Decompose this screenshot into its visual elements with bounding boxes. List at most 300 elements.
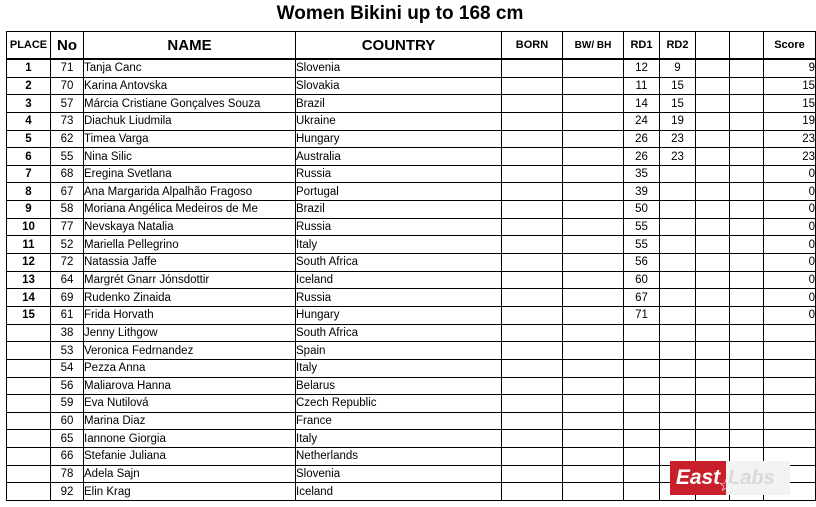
cell-rd1 [624,359,660,377]
cell-score [764,342,816,360]
cell-rd1 [624,324,660,342]
results-table [6,31,816,501]
cell-no: 67 [51,183,84,201]
cell-country: Spain [296,342,502,360]
cell-born [502,359,563,377]
cell-rd2 [660,377,696,395]
cell-rd1: 35 [624,165,660,183]
header-blank-2 [730,32,764,60]
cell-born [502,483,563,501]
cell-score: 0 [764,306,816,324]
cell-country: Iceland [296,271,502,289]
cell-born [502,77,563,95]
table-row [7,395,816,413]
cell-score [764,430,816,448]
cell-place: 13 [7,271,51,289]
cell-rd2: 15 [660,77,696,95]
cell-name: Marina Diaz [84,412,296,430]
cell-name: Maliarova Hanna [84,377,296,395]
cell-country: Italy [296,359,502,377]
table-row [7,289,816,307]
cell-bw-bh [563,77,624,95]
cell-name: Jenny Lithgow [84,324,296,342]
cell-score: 0 [764,165,816,183]
cell-born [502,130,563,148]
cell-blank-2 [730,218,764,236]
table-row [7,377,816,395]
cell-no: 73 [51,112,84,130]
cell-bw-bh [563,289,624,307]
cell-blank-2 [730,359,764,377]
cell-score [764,324,816,342]
cell-rd1: 50 [624,201,660,219]
cell-bw-bh [563,201,624,219]
cell-no: 52 [51,236,84,254]
cell-blank-1 [696,130,730,148]
cell-place [7,465,51,483]
cell-born [502,306,563,324]
cell-bw-bh [563,412,624,430]
cell-no: 78 [51,465,84,483]
header-rd2: RD2 [660,32,696,60]
table-row [7,412,816,430]
cell-place: 11 [7,236,51,254]
cell-rd1: 14 [624,95,660,113]
cell-country: Hungary [296,306,502,324]
cell-country: Australia [296,148,502,166]
cell-name: Adela Sajn [84,465,296,483]
cell-born [502,271,563,289]
cell-bw-bh [563,359,624,377]
cell-no: 38 [51,324,84,342]
cell-country: Slovenia [296,465,502,483]
cell-rd2 [660,236,696,254]
cell-place: 8 [7,183,51,201]
cell-place [7,359,51,377]
cell-rd1 [624,377,660,395]
cell-country: Russia [296,165,502,183]
cell-bw-bh [563,306,624,324]
cell-blank-1 [696,430,730,448]
cell-rd1 [624,465,660,483]
table-row [7,59,816,77]
table-row [7,130,816,148]
cell-name: Veronica Fedrnandez [84,342,296,360]
cell-blank-2 [730,165,764,183]
cell-bw-bh [563,59,624,77]
cell-name: Elin Krag [84,483,296,501]
cell-no: 61 [51,306,84,324]
page-title: Women Bikini up to 168 cm [276,3,524,24]
cell-blank-1 [696,289,730,307]
cell-no: 92 [51,483,84,501]
logo-labs-text: Labs [726,461,790,495]
cell-rd1: 71 [624,306,660,324]
cell-blank-1 [696,77,730,95]
cell-name: Natassia Jaffe [84,254,296,272]
cell-country: Brazil [296,95,502,113]
cell-born [502,430,563,448]
cell-blank-1 [696,201,730,219]
cell-blank-1 [696,59,730,77]
table-row [7,148,816,166]
cell-rd1 [624,430,660,448]
cell-born [502,377,563,395]
cell-born [502,165,563,183]
cell-no: 77 [51,218,84,236]
cell-no: 70 [51,77,84,95]
cell-country: Italy [296,430,502,448]
cell-blank-1 [696,254,730,272]
cell-bw-bh [563,377,624,395]
cell-name: Eregina Svetlana [84,165,296,183]
cell-score: 15 [764,77,816,95]
eastlabs-logo [670,461,790,495]
cell-rd1 [624,395,660,413]
cell-blank-1 [696,412,730,430]
cell-no: 65 [51,430,84,448]
cell-rd2: 9 [660,59,696,77]
cell-blank-2 [730,395,764,413]
cell-score: 0 [764,201,816,219]
cell-bw-bh [563,271,624,289]
cell-blank-2 [730,254,764,272]
cell-rd1 [624,412,660,430]
cell-name: Stefanie Juliana [84,448,296,466]
cell-no: 57 [51,95,84,113]
table-row [7,183,816,201]
cell-born [502,412,563,430]
cell-rd1: 60 [624,271,660,289]
table-row [7,112,816,130]
cell-born [502,289,563,307]
cell-blank-1 [696,112,730,130]
cell-bw-bh [563,218,624,236]
cell-score: 9 [764,59,816,77]
cell-rd2 [660,165,696,183]
table-row [7,77,816,95]
cell-blank-1 [696,342,730,360]
cell-blank-2 [730,342,764,360]
cell-country: Russia [296,218,502,236]
cell-place [7,395,51,413]
table-row [7,359,816,377]
cell-score: 23 [764,148,816,166]
cell-rd2 [660,359,696,377]
cell-no: 64 [51,271,84,289]
table-row [7,324,816,342]
cell-place: 5 [7,130,51,148]
cell-rd1: 26 [624,148,660,166]
cell-blank-1 [696,395,730,413]
cell-blank-2 [730,77,764,95]
cell-no: 58 [51,201,84,219]
table-row [7,271,816,289]
cell-country: Ukraine [296,112,502,130]
header-country: COUNTRY [296,32,502,60]
cell-bw-bh [563,236,624,254]
cell-place: 4 [7,112,51,130]
cell-score [764,359,816,377]
logo-east-text: East [670,461,726,495]
cell-country: South Africa [296,324,502,342]
cell-rd1 [624,342,660,360]
cell-no: 72 [51,254,84,272]
star-icon: ☆ [718,475,735,495]
cell-place: 15 [7,306,51,324]
cell-blank-2 [730,306,764,324]
cell-rd2: 15 [660,95,696,113]
cell-bw-bh [563,465,624,483]
table-row [7,254,816,272]
cell-country: South Africa [296,254,502,272]
cell-born [502,201,563,219]
cell-rd2: 23 [660,148,696,166]
cell-name: Tanja Canc [84,59,296,77]
cell-rd1: 67 [624,289,660,307]
cell-place: 6 [7,148,51,166]
cell-blank-1 [696,95,730,113]
cell-no: 55 [51,148,84,166]
cell-blank-1 [696,183,730,201]
cell-bw-bh [563,324,624,342]
table-row [7,201,816,219]
cell-blank-2 [730,148,764,166]
cell-score [764,395,816,413]
cell-score: 0 [764,183,816,201]
cell-country: France [296,412,502,430]
cell-blank-2 [730,236,764,254]
cell-place [7,377,51,395]
cell-blank-1 [696,148,730,166]
cell-rd2 [660,412,696,430]
cell-country: Slovenia [296,59,502,77]
cell-no: 54 [51,359,84,377]
cell-country: Russia [296,289,502,307]
cell-name: Ana Margarida Alpalhão Fragoso [84,183,296,201]
cell-blank-2 [730,112,764,130]
cell-no: 59 [51,395,84,413]
cell-country: Italy [296,236,502,254]
cell-score: 19 [764,112,816,130]
cell-born [502,465,563,483]
cell-rd2 [660,183,696,201]
table-row [7,236,816,254]
cell-no: 60 [51,412,84,430]
cell-rd1: 26 [624,130,660,148]
cell-place [7,448,51,466]
cell-place: 2 [7,77,51,95]
cell-no: 66 [51,448,84,466]
cell-bw-bh [563,183,624,201]
cell-score: 23 [764,130,816,148]
cell-rd1: 39 [624,183,660,201]
cell-rd2 [660,254,696,272]
cell-place: 7 [7,165,51,183]
cell-rd1: 24 [624,112,660,130]
cell-no: 53 [51,342,84,360]
cell-place: 14 [7,289,51,307]
cell-no: 69 [51,289,84,307]
cell-blank-2 [730,183,764,201]
cell-country: Brazil [296,201,502,219]
cell-name: Márcia Cristiane Gonçalves Souza [84,95,296,113]
header-name: NAME [84,32,296,60]
cell-rd1 [624,483,660,501]
cell-born [502,183,563,201]
cell-score: 15 [764,95,816,113]
cell-bw-bh [563,95,624,113]
cell-bw-bh [563,430,624,448]
cell-rd2 [660,306,696,324]
cell-rd1: 11 [624,77,660,95]
cell-country: Portugal [296,183,502,201]
cell-blank-2 [730,324,764,342]
cell-no: 62 [51,130,84,148]
cell-score: 0 [764,271,816,289]
cell-bw-bh [563,112,624,130]
cell-rd1: 55 [624,218,660,236]
cell-name: Timea Varga [84,130,296,148]
cell-score [764,412,816,430]
table-row [7,218,816,236]
cell-born [502,236,563,254]
cell-rd1 [624,448,660,466]
cell-name: Mariella Pellegrino [84,236,296,254]
cell-born [502,218,563,236]
cell-country: Hungary [296,130,502,148]
cell-blank-1 [696,324,730,342]
header-blank-1 [696,32,730,60]
cell-name: Pezza Anna [84,359,296,377]
cell-blank-2 [730,95,764,113]
header-no: No [51,32,84,60]
cell-name: Moriana Angélica Medeiros de Me [84,201,296,219]
cell-blank-2 [730,130,764,148]
cell-bw-bh [563,254,624,272]
cell-blank-1 [696,377,730,395]
cell-rd2 [660,430,696,448]
cell-born [502,395,563,413]
cell-place [7,342,51,360]
cell-blank-2 [730,201,764,219]
cell-score: 0 [764,254,816,272]
cell-born [502,342,563,360]
cell-country: Belarus [296,377,502,395]
cell-born [502,324,563,342]
cell-no: 56 [51,377,84,395]
header-rd1: RD1 [624,32,660,60]
cell-rd2 [660,218,696,236]
cell-name: Margrét Gnarr Jónsdottir [84,271,296,289]
cell-blank-1 [696,306,730,324]
cell-blank-2 [730,430,764,448]
cell-name: Nevskaya Natalia [84,218,296,236]
cell-name: Iannone Giorgia [84,430,296,448]
cell-born [502,95,563,113]
table-row [7,95,816,113]
cell-born [502,112,563,130]
cell-born [502,148,563,166]
cell-name: Rudenko Zinaida [84,289,296,307]
cell-blank-2 [730,289,764,307]
cell-place [7,412,51,430]
cell-place [7,430,51,448]
cell-bw-bh [563,165,624,183]
header-row [7,32,816,60]
cell-place: 9 [7,201,51,219]
table-row [7,165,816,183]
cell-no: 71 [51,59,84,77]
cell-place: 12 [7,254,51,272]
table-row [7,342,816,360]
cell-country: Czech Republic [296,395,502,413]
cell-bw-bh [563,483,624,501]
cell-bw-bh [563,342,624,360]
header-bw-bh: BW/ BH [563,32,624,60]
cell-name: Eva Nutilová [84,395,296,413]
cell-country: Iceland [296,483,502,501]
cell-bw-bh [563,395,624,413]
cell-rd2 [660,395,696,413]
cell-rd2 [660,271,696,289]
cell-bw-bh [563,148,624,166]
cell-born [502,448,563,466]
cell-country: Netherlands [296,448,502,466]
cell-rd1: 56 [624,254,660,272]
cell-blank-1 [696,359,730,377]
cell-rd2 [660,201,696,219]
cell-blank-2 [730,271,764,289]
cell-rd2 [660,342,696,360]
cell-born [502,59,563,77]
cell-score: 0 [764,236,816,254]
cell-place [7,483,51,501]
cell-score: 0 [764,289,816,307]
cell-blank-1 [696,271,730,289]
table-row [7,430,816,448]
cell-place: 1 [7,59,51,77]
cell-name: Nina Silic [84,148,296,166]
table-row [7,306,816,324]
cell-place: 10 [7,218,51,236]
cell-bw-bh [563,130,624,148]
cell-rd1: 55 [624,236,660,254]
header-born: BORN [502,32,563,60]
cell-country: Slovakia [296,77,502,95]
header-place: PLACE [7,32,51,60]
cell-score: 0 [764,218,816,236]
cell-place: 3 [7,95,51,113]
cell-bw-bh [563,448,624,466]
cell-blank-1 [696,218,730,236]
cell-blank-2 [730,412,764,430]
cell-name: Frida Horvath [84,306,296,324]
cell-score [764,377,816,395]
cell-rd1: 12 [624,59,660,77]
cell-rd2: 19 [660,112,696,130]
cell-name: Karina Antovska [84,77,296,95]
cell-rd2 [660,324,696,342]
header-score: Score [764,32,816,60]
cell-name: Diachuk Liudmila [84,112,296,130]
cell-place [7,324,51,342]
cell-rd2 [660,289,696,307]
cell-blank-1 [696,236,730,254]
cell-no: 68 [51,165,84,183]
cell-blank-2 [730,59,764,77]
cell-born [502,254,563,272]
